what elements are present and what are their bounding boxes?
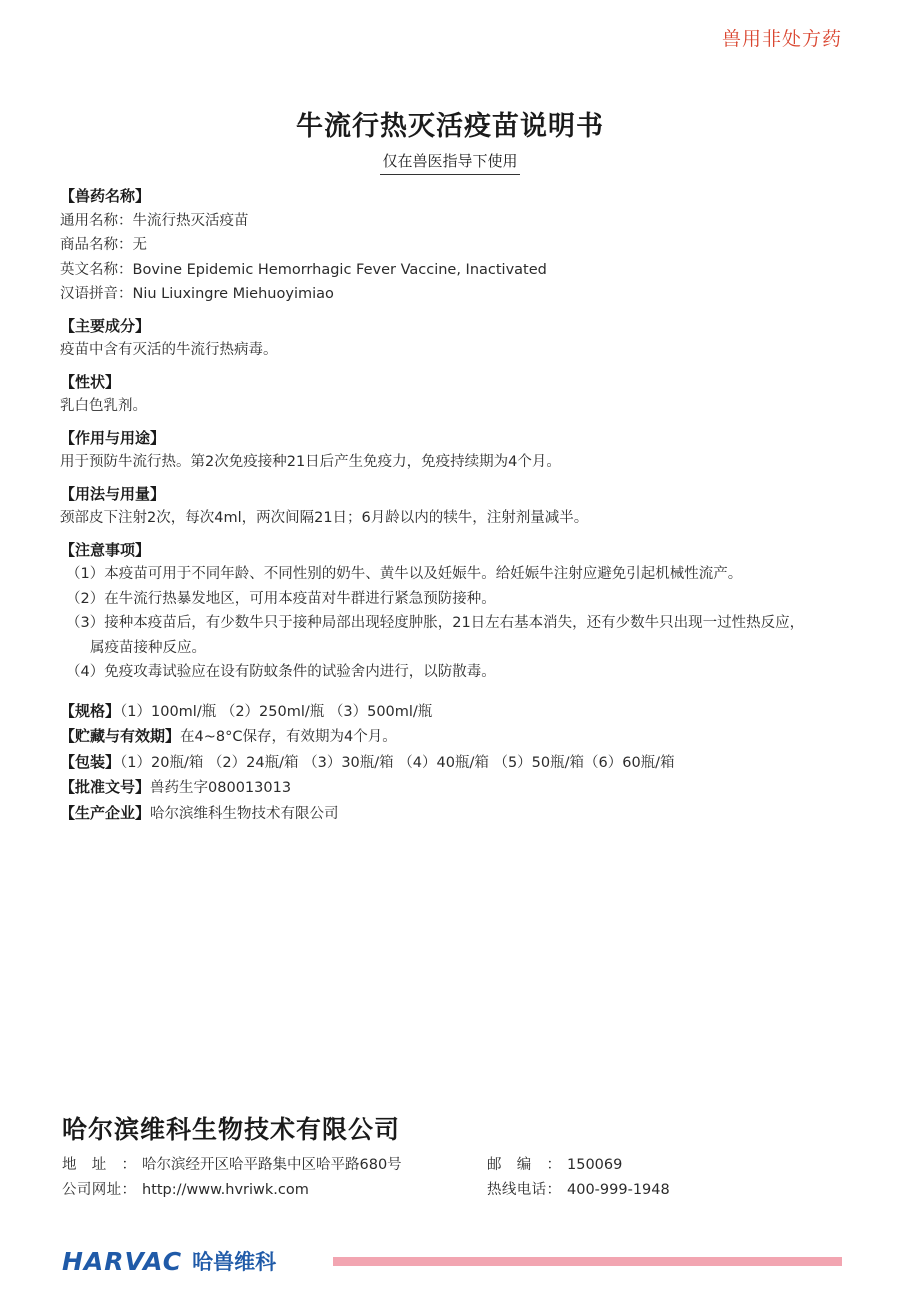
footer-address	[62, 1153, 402, 1174]
postcode-value: 150069	[567, 1157, 623, 1173]
english-name: 英文名称：Bovine Epidemic Hemorrhagic Fever Vaccine, Inactivated	[60, 261, 547, 278]
section-composition	[60, 314, 860, 363]
document-title: 牛流行热灭活疫苗说明书	[296, 111, 604, 142]
section-precautions	[60, 538, 860, 685]
precaution-item: （2）在牛流行热暴发地区，可用本疫苗对牛群进行紧急预防接种。	[66, 590, 496, 607]
spec-key: 【包装】	[60, 752, 121, 771]
spec-key: 【生产企业】	[60, 803, 151, 822]
document-body	[60, 184, 860, 826]
trade-name: 商品名称：无	[60, 237, 147, 253]
section-heading: 【作用与用途】	[60, 428, 166, 447]
section-heading: 【兽药名称】	[60, 187, 151, 205]
spec-row-size	[60, 699, 860, 725]
spec-value: 兽药生字080013013	[150, 780, 292, 796]
section-heading: 【注意事项】	[60, 540, 151, 559]
spec-row-storage	[60, 724, 860, 750]
spec-row-package	[60, 750, 860, 776]
postcode-label: 邮编：	[487, 1157, 561, 1173]
spec-row-manufacturer	[60, 801, 860, 827]
pinyin-name: 汉语拼音：Niu Liuxingre Miehuoyimiao	[60, 286, 334, 302]
document-subtitle: 仅在兽医指导下使用	[380, 150, 519, 175]
indications-text: 用于预防牛流行热。第2次免疫接种21日后产生免疫力，免疫持续期为4个月。	[60, 454, 561, 470]
decorative-bar	[333, 1257, 842, 1266]
composition-text: 疫苗中含有灭活的牛流行热病毒。	[60, 342, 278, 358]
section-appearance	[60, 370, 860, 419]
spec-key: 【批准文号】	[60, 778, 151, 796]
generic-name: 通用名称：牛流行热灭活疫苗	[60, 212, 249, 229]
subtitle-wrap	[0, 150, 900, 175]
harvac-logo	[62, 1246, 276, 1276]
section-heading: 【性状】	[60, 372, 121, 391]
otc-vet-label: 兽用非处方药	[721, 28, 842, 50]
website-label: 公司网址：	[62, 1182, 136, 1198]
section-dosage	[60, 482, 860, 531]
website-link[interactable]: http://www.hvriwk.com	[142, 1182, 309, 1198]
section-indications	[60, 426, 860, 475]
section-drug-name	[60, 184, 860, 307]
spec-value: 在4~8°C保存，有效期为4个月。	[180, 729, 397, 745]
section-heading: 【主要成分】	[60, 316, 151, 335]
spec-value: 哈尔滨维科生物技术有限公司	[150, 805, 339, 822]
address-value: 哈尔滨经开区哈平路集中区哈平路680号	[142, 1157, 402, 1173]
spec-key: 【贮藏与有效期】	[60, 727, 181, 745]
hotline-value: 400-999-1948	[567, 1182, 670, 1198]
spec-value: （1）20瓶/箱 （2）24瓶/箱 （3）30瓶/箱 （4）40瓶/箱 （5）50瓶/箱（6）60瓶/箱	[120, 754, 675, 771]
footer-company-name: 哈尔滨维科生物技术有限公司	[62, 1115, 401, 1144]
footer-website	[62, 1178, 309, 1199]
section-heading: 【用法与用量】	[60, 484, 166, 503]
appearance-text: 乳白色乳剂。	[60, 398, 147, 414]
logo-chinese: 哈兽维科	[192, 1250, 277, 1274]
precaution-item: （3）接种本疫苗后，有少数牛只于接种局部出现轻度肿胀，21日左右基本消失，还有少数牛只出现一过性热反应，	[66, 615, 805, 631]
precaution-item-continued: 属疫苗接种反应。	[90, 639, 206, 656]
spec-block	[60, 699, 860, 827]
address-label: 地址：	[62, 1157, 136, 1173]
spec-row-approval	[60, 775, 860, 801]
precaution-item: （1）本疫苗可用于不同年龄、不同性别的奶牛、黄牛以及妊娠牛。给妊娠牛注射应避免引起机械性流产。	[66, 566, 743, 582]
footer-postcode	[487, 1153, 622, 1174]
footer-hotline	[487, 1178, 670, 1199]
spec-key: 【规格】	[60, 701, 121, 720]
hotline-label: 热线电话：	[487, 1182, 561, 1198]
logo-english: HARVAC	[62, 1246, 183, 1276]
spec-value: （1）100ml/瓶 （2）250ml/瓶 （3）500ml/瓶	[120, 703, 433, 720]
precaution-item: （4）免疫攻毒试验应在设有防蚊条件的试验舍内进行，以防散毒。	[66, 664, 496, 680]
dosage-text: 颈部皮下注射2次，每次4ml，两次间隔21日；6月龄以内的犊牛，注射剂量减半。	[60, 510, 589, 526]
